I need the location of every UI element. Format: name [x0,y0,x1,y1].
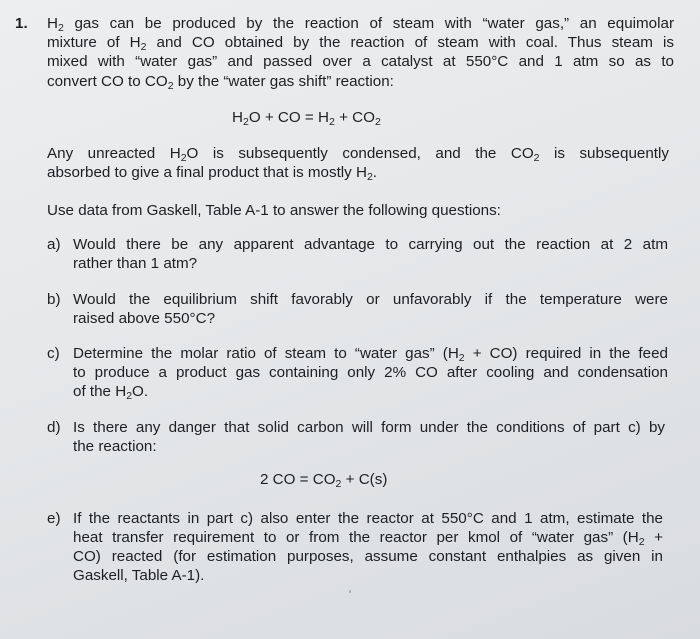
part-b-line-1: Would the equilibrium shift favorably or unfavorably if the temperature were [73,291,668,308]
part-e-label: e) [47,510,61,527]
part-a-line-1: Would there be any apparent advantage to carrying out the reaction at 2 atm [73,236,668,253]
part-a-line-2: rather than 1 atm? [73,255,198,272]
instruction-text: Use data from Gaskell, Table A-1 to answer the following questions: [47,202,501,219]
condensation-line-2: absorbed to give a final product that is mostly $H_2$. [47,164,378,183]
part-c-line-3: of the $H_2O$. [73,383,149,402]
part-a-label: a) [47,236,61,253]
part-e-line-4: Gaskell, Table A-1). [73,567,205,584]
intro-line-2: mixture of $H_2$ and CO obtained by the reaction of steam with coal. Thus steam is [47,34,674,53]
intro-line-1: $H_2$ gas can be produced by the reaction of steam with “water gas,” an equimolar [47,15,674,34]
carbon-formation-equation: 2 CO = $CO_2 + C(s)$ [260,471,388,490]
condensation-line-1: Any unreacted $H_2O$ is subsequently condensed, and the $CO_2$ is subsequently [47,145,669,164]
part-b-label: b) [47,291,61,308]
part-e-line-1: If the reactants in part c) also enter the reactor at 550°C and 1 atm, estimate the [73,510,663,527]
part-d-line-2: the reaction: [73,438,157,455]
part-c-label: c) [47,345,60,362]
intro-line-4: convert CO to $CO_2$ by the “water gas shift” reaction: [47,73,394,92]
intro-line-3: mixed with “water gas” and passed over a catalyst at 550°C and 1 atm so as to [47,53,674,70]
part-b-line-2: raised above 550°C? [73,310,216,327]
part-c-line-2: to produce a product gas containing only 2% CO after cooling and condensation [73,364,668,381]
part-d-line-1: Is there any danger that solid carbon will form under the conditions of part c) by [73,419,665,436]
part-c-line-1: Determine the molar ratio of steam to “water gas” $(H_2 + CO)$ required in the feed [73,345,668,364]
part-e-line-3: CO) reacted (for estimation purposes, assume constant enthalpies as given in [73,548,663,565]
paper-speck [349,590,351,593]
part-e-line-2: heat transfer requirement to or from the reactor per kmol of “water gas” ($H_2$ + [73,529,663,548]
part-d-label: d) [47,419,61,436]
problem-number: 1. [15,15,28,32]
water-gas-shift-equation: $H_2O$ + CO = $H_2 + CO_2$ [232,109,381,128]
